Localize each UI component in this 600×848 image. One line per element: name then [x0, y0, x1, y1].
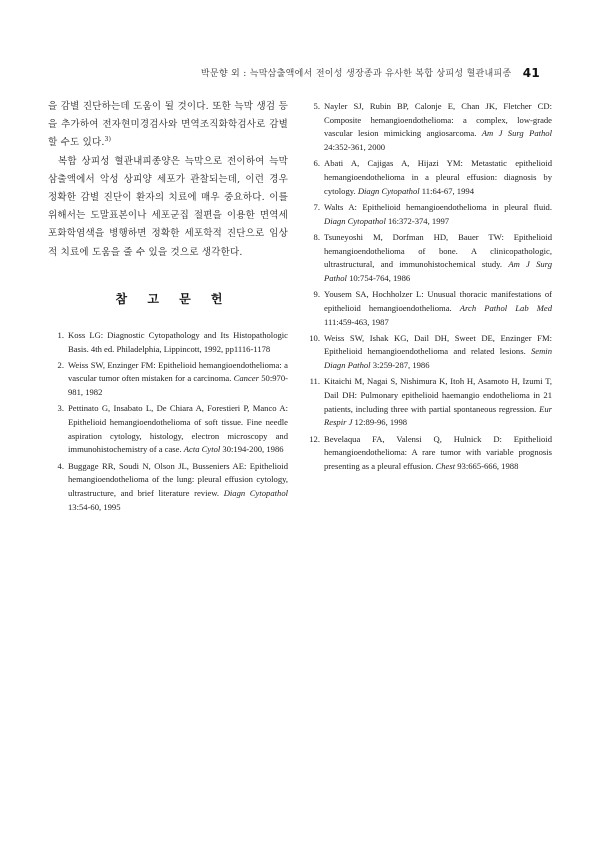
- page-number: 41: [522, 66, 540, 80]
- citation-marker: 3): [104, 136, 112, 144]
- reference-item: 1. Koss LG: Diagnostic Cytopathology and Its Histopathologic Basis. 4th ed. Philadelphia, Lippincott, 1992, pp1116-1178: [57, 329, 288, 354]
- reference-item: 12. Bevelaqua FA, Valensi Q, Hulnick D: Epithelioid hemangioendothelioma: A rare tumor with variable prognosis presenting as a pleural effusion. Chest 93:665-666, 1988: [309, 433, 552, 472]
- reference-item: 6. Abati A, Cajigas A, Hijazi YM: Metastatic epithelioid hemangioendothelioma in a pleural effusion: diagnosis by cytology. Diagn Cytopathol 11:64-67, 1994: [313, 158, 552, 196]
- reference-item: 3. Pettinato G, Insabato L, De Chiara A, Forestieri P, Manco A: Epithelioid hemangioendothelioma of soft tissue. Fine needle aspiration cytology, histology, electron microscopy and immunohistochemistry of a case. Acta Cytol 30:194-200, 1986: [57, 403, 288, 455]
- left-column: [48, 98, 288, 517]
- body-paragraph: 복합 상피성 혈관내피종양은 늑막으로 전이하여 늑막삼출액에서 악성 상피양 세포가 관찰되는데, 이런 경우 정확한 감별 진단이 환자의 치료에 매우 중요하다. 이를 위해서는 도말표본이나 세포군집 절편을 이용한 면역세포화학염색을 병행하면 정확한 세포학적 진단으로 임상적 치료에 도움을 줄 수 있을 것으로 생각한다.: [48, 155, 288, 258]
- reference-item: 11. Kitaichi M, Nagai S, Nishimura K, Itoh H, Asamoto H, Izumi T, Dail DH: Pulmonary epithelioid haemangio endothelioma in 21 patients, including three with partial spontaneous regression. Eur Respir J 12:89-96, 1998: [309, 376, 552, 428]
- reference-item: 9. Yousem SA, Hochholzer L: Unusual thoracic manifestations of epithelioid hemangioendothelioma. Arch Pathol Lab Med 111:459-463, 1987: [313, 289, 552, 327]
- reference-list-left: [48, 329, 288, 515]
- reference-list-right: [306, 100, 552, 474]
- body-paragraph: 을 감별 진단하는데 도움이 될 것이다. 또한 늑막 생검 등을 추가하여 전자현미경검사와 면역조직화학검사로 감별할 수도 있다.$^{3)}$: [48, 101, 288, 149]
- reference-item: 4. Buggage RR, Soudi N, Olson JL, Busseniers AE: Epithelioid hemangioendothelioma of the lung: pleural effusion cytology, ultrastructure, and brief literature review. Diagn Cytopathol 13:54-60, 1995: [57, 460, 289, 512]
- reference-item: 10. Weiss SW, Ishak KG, Dail DH, Sweet DE, Enzinger FM: Epithelioid hemangioendothelioma and related lesions. Semin Diagn Pathol 3:259-287, 1986: [309, 332, 552, 371]
- reference-item: 8. Tsuneyoshi M, Dorfman HD, Bauer TW: Epithelioid hemangioendothelioma of bone. A clinicopathologic, ultrastructural, and immunohistochemical study. Am J Surg Pathol 10:754-764, 1986: [313, 231, 552, 283]
- right-column: [306, 100, 552, 476]
- running-title: 박문향 외 : 늑막삼출액에서 전이성 생장종과 유사한 복합 상피성 혈관내피종: [200, 69, 512, 79]
- reference-item: 7. Walts A: Epithelioid hemangioendothelioma in pleural fluid. Diagn Cytopathol 16:372-374, 1997: [313, 201, 552, 226]
- reference-item: 2. Weiss SW, Enzinger FM: Epithelioid hemangioendothelioma: a vascular tumor often mistaken for a carcinoma. Cancer 50:970-981, 1982: [57, 359, 288, 398]
- references-heading: 참 고 문 헌: [115, 291, 231, 306]
- reference-item: 5. Nayler SJ, Rubin BP, Calonje E, Chan JK, Fletcher CD: Composite hemangioendothelioma: a complex, low-grade vascular lesion mimicking angiosarcoma. Am J Surg Pathol 24:352-361, 2000: [313, 101, 552, 153]
- running-header: [200, 66, 540, 80]
